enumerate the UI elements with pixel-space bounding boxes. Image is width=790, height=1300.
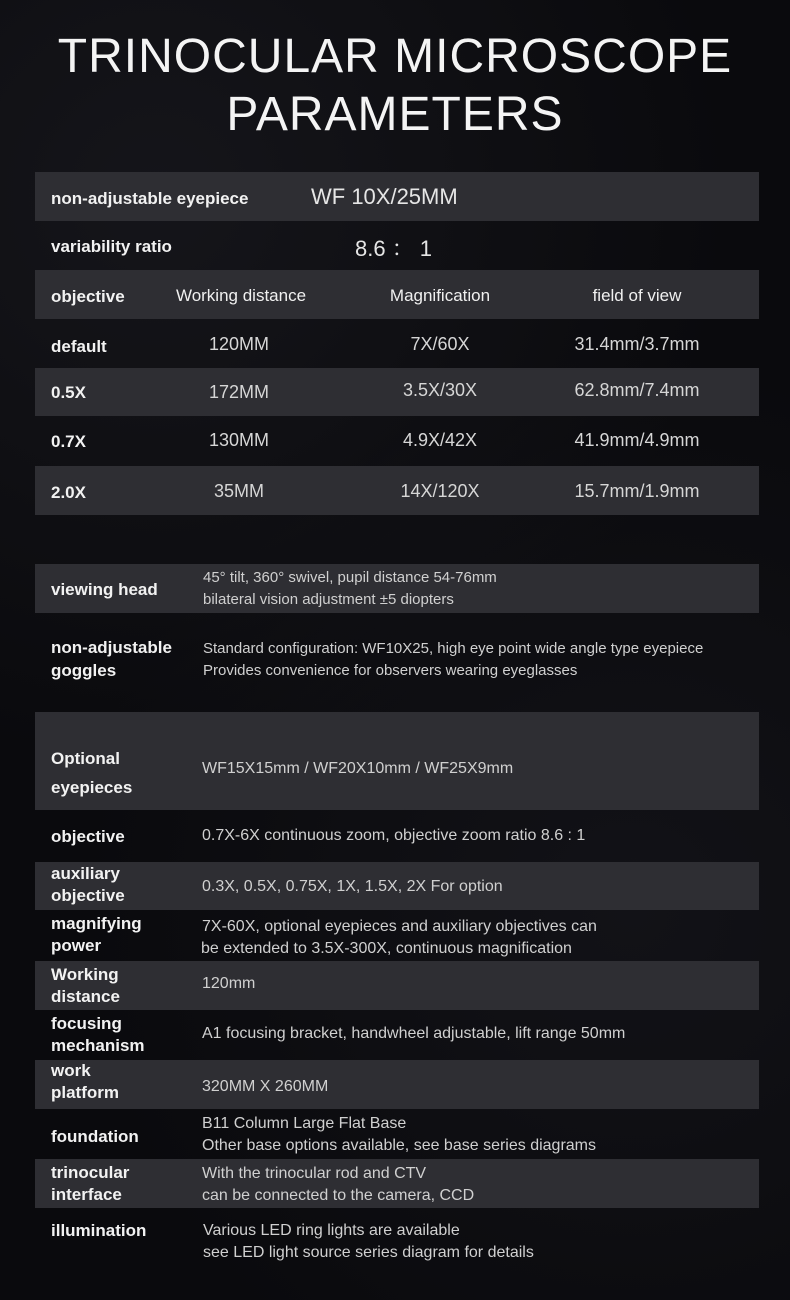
spec-row-focusing-mechanism xyxy=(35,1011,759,1059)
spec-label-1: foundation xyxy=(51,1127,139,1146)
spec-value-1: Various LED ring lights are available xyxy=(203,1222,460,1239)
header-field-of-view: field of view xyxy=(592,286,682,305)
cell-working-distance: 172MM xyxy=(208,382,270,402)
spec-label-1: work xyxy=(51,1061,91,1080)
spec-label-1: trinocular xyxy=(51,1163,130,1182)
spec-value-1: 320MM X 260MM xyxy=(202,1078,329,1095)
spec-value-1: With the trinocular rod and CTV xyxy=(202,1165,427,1182)
cell-working-distance: 130MM xyxy=(208,430,270,450)
spec-label-1: objective xyxy=(51,827,125,846)
spec-value-2: Other base options available, see base series diagrams xyxy=(202,1137,596,1154)
table-row xyxy=(35,417,759,465)
spec-label-2: platform xyxy=(51,1083,119,1102)
spec-label-1: magnifying xyxy=(51,914,142,933)
cell-objective: default xyxy=(51,337,107,356)
spec-value-2: see LED light source series diagram for details xyxy=(203,1244,534,1261)
header-magnification: Magnification xyxy=(389,286,491,305)
cell-magnification: 7X/60X xyxy=(410,334,470,354)
cell-objective: 0.5X xyxy=(51,383,86,402)
spec-row-foundation xyxy=(35,1110,759,1158)
table-row xyxy=(35,368,759,416)
table-row xyxy=(35,320,759,367)
cell-magnification: 14X/120X xyxy=(400,481,480,501)
header-objective: objective xyxy=(51,287,125,306)
title-line-2: PARAMETERS xyxy=(226,88,564,141)
spec-value-1: 0.3X, 0.5X, 0.75X, 1X, 1.5X, 2X For option xyxy=(202,878,503,895)
spec-row-objective xyxy=(35,812,759,860)
table-header xyxy=(35,270,759,319)
spec-label-1: Working xyxy=(51,965,119,984)
cell-field-of-view: 15.7mm/1.9mm xyxy=(574,481,700,501)
spec-row-trinocular-interface xyxy=(35,1159,759,1208)
goggles-line-1: Standard configuration: WF10X25, high eye point wide angle type eyepiece xyxy=(203,640,704,657)
spec-label-2: distance xyxy=(51,987,120,1006)
cell-magnification: 3.5X/30X xyxy=(402,380,478,400)
cell-field-of-view: 62.8mm/7.4mm xyxy=(574,380,700,400)
spec-value-1: 7X-60X, optional eyepieces and auxiliary objectives can xyxy=(202,918,597,935)
cell-working-distance: 35MM xyxy=(213,481,264,501)
spec-label-1: auxiliary xyxy=(51,864,120,883)
cell-objective: 2.0X xyxy=(51,483,86,502)
spec-row-auxiliary-objective xyxy=(35,862,759,910)
variability-value: 8.6 ： 1 xyxy=(355,236,433,261)
spec-row-work-platform xyxy=(35,1060,759,1109)
cell-magnification: 4.9X/42X xyxy=(402,430,478,450)
spec-label-1: illumination xyxy=(51,1221,147,1240)
viewing-head-row xyxy=(35,564,759,613)
spec-row-working-distance xyxy=(35,961,759,1010)
title-line-1: TRINOCULAR MICROSCOPE xyxy=(57,30,733,83)
spec-row-magnifying-power xyxy=(35,911,759,960)
cell-working-distance: 120MM xyxy=(208,334,270,354)
viewing-head-label: viewing head xyxy=(51,580,158,599)
spec-value-2: can be connected to the camera, CCD xyxy=(202,1187,475,1204)
eyepiece-row xyxy=(35,172,759,221)
spec-value-2: be extended to 3.5X-300X, continuous magnification xyxy=(201,940,572,957)
eyepiece-value: WF 10X/25MM xyxy=(311,184,458,209)
goggles-row xyxy=(35,630,759,690)
spec-row-optional-eyepieces xyxy=(35,712,759,810)
variability-label: variability ratio xyxy=(51,237,172,256)
viewing-head-line-1: 45° tilt, 360° swivel, pupil distance 54-76mm xyxy=(203,569,497,586)
spec-value-1: B11 Column Large Flat Base xyxy=(202,1115,407,1132)
spec-value-1: 120mm xyxy=(202,975,256,992)
cell-field-of-view: 41.9mm/4.9mm xyxy=(574,430,700,450)
spec-label-2: objective xyxy=(51,886,125,905)
spec-label-2: eyepieces xyxy=(51,778,133,797)
spec-label-1: focusing xyxy=(51,1014,122,1033)
eyepiece-label: non-adjustable eyepiece xyxy=(51,189,249,208)
table-row xyxy=(35,466,759,515)
goggles-label-1: non-adjustable xyxy=(51,638,172,657)
spec-label-2: mechanism xyxy=(51,1036,145,1055)
spec-label-2: power xyxy=(51,936,102,955)
goggles-label-2: goggles xyxy=(51,661,117,680)
cell-field-of-view: 31.4mm/3.7mm xyxy=(574,334,700,354)
spec-row-illumination xyxy=(35,1210,759,1270)
spec-value-1: WF15X15mm / WF20X10mm / WF25X9mm xyxy=(202,760,514,777)
header-working-distance: Working distance xyxy=(175,286,307,305)
spec-value-1: A1 focusing bracket, handwheel adjustable, lift range 50mm xyxy=(202,1025,626,1042)
cell-objective: 0.7X xyxy=(51,432,86,451)
spec-label-1: Optional xyxy=(51,749,120,768)
spec-label-2: interface xyxy=(51,1185,122,1204)
page-title xyxy=(0,28,790,144)
variability-row xyxy=(35,222,759,268)
viewing-head-line-2: bilateral vision adjustment ±5 diopters xyxy=(203,591,454,608)
spec-value-1: 0.7X-6X continuous zoom, objective zoom ratio 8.6 : 1 xyxy=(202,827,586,844)
goggles-line-2: Provides convenience for observers wearing eyeglasses xyxy=(203,662,578,679)
